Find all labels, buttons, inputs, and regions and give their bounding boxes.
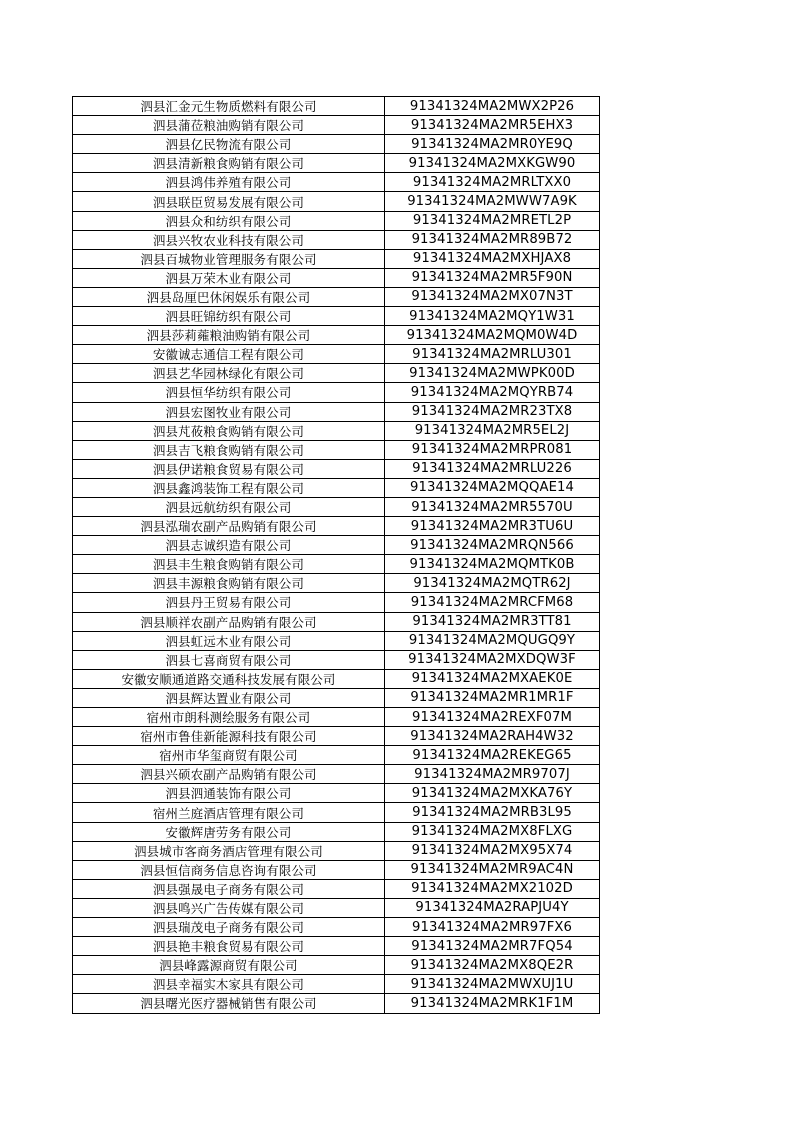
credit-code-cell: 91341324MA2MRK1F1M [385, 994, 600, 1013]
credit-code-cell: 91341324MA2MQY1W31 [385, 307, 600, 326]
company-name-cell: 泗县丰源粮食购销有限公司 [73, 574, 385, 593]
company-name-cell: 泗县万荣木业有限公司 [73, 268, 385, 287]
credit-code-cell: 91341324MA2MQYRB74 [385, 383, 600, 402]
table-row [73, 268, 600, 287]
company-name-cell: 泗县众和纺织有限公司 [73, 211, 385, 230]
table-row [73, 135, 600, 154]
company-name-cell: 泗县幸福实木家具有限公司 [73, 975, 385, 994]
table-row [73, 497, 600, 516]
credit-code-cell: 91341324MA2MRLU301 [385, 345, 600, 364]
table-row [73, 994, 600, 1013]
credit-code-cell: 91341324MA2MR9AC4N [385, 860, 600, 879]
company-name-cell: 泗县兴硕农副产品购销有限公司 [73, 765, 385, 784]
credit-code-cell: 91341324MA2MR9707J [385, 765, 600, 784]
credit-code-cell: 91341324MA2MR3TT81 [385, 612, 600, 631]
company-name-cell: 泗县虹远木业有限公司 [73, 631, 385, 650]
company-name-cell: 泗县瑞茂电子商务有限公司 [73, 918, 385, 937]
credit-code-cell: 91341324MA2MRLU226 [385, 459, 600, 478]
credit-code-cell: 91341324MA2MRB3L95 [385, 803, 600, 822]
table-row [73, 574, 600, 593]
credit-code-cell: 91341324MA2MRLTXX0 [385, 173, 600, 192]
credit-code-cell: 91341324MA2REXF07M [385, 708, 600, 727]
table-row [73, 784, 600, 803]
company-name-cell: 泗县鑫鸿装饰工程有限公司 [73, 478, 385, 497]
table-row [73, 898, 600, 917]
credit-code-cell: 91341324MA2RAH4W32 [385, 727, 600, 746]
credit-code-cell: 91341324MA2MQTR62J [385, 574, 600, 593]
table-row [73, 708, 600, 727]
credit-code-cell: 91341324MA2RAPJU4Y [385, 898, 600, 917]
credit-code-cell: 91341324MA2MR89B72 [385, 230, 600, 249]
table-row [73, 154, 600, 173]
table-row [73, 765, 600, 784]
table-row [73, 345, 600, 364]
credit-code-cell: 91341324MA2MR5F90N [385, 268, 600, 287]
credit-code-cell: 91341324MA2MX2102D [385, 879, 600, 898]
table-row [73, 669, 600, 688]
company-name-cell: 泗县亿民物流有限公司 [73, 135, 385, 154]
table-row [73, 555, 600, 574]
credit-code-cell: 91341324MA2REKEG65 [385, 746, 600, 765]
credit-code-cell: 91341324MA2MWPK00D [385, 364, 600, 383]
credit-code-cell: 91341324MA2MXKGW90 [385, 154, 600, 173]
table-row [73, 536, 600, 555]
table-row [73, 287, 600, 306]
credit-code-cell: 91341324MA2MQM0W4D [385, 326, 600, 345]
credit-code-cell: 91341324MA2MX07N3T [385, 287, 600, 306]
company-name-cell: 泗县宏图牧业有限公司 [73, 402, 385, 421]
credit-code-cell: 91341324MA2MX8QE2R [385, 956, 600, 975]
credit-code-cell: 91341324MA2MR1MR1F [385, 688, 600, 707]
credit-code-cell: 91341324MA2MRPR081 [385, 440, 600, 459]
company-name-cell: 泗县吉飞粮食购销有限公司 [73, 440, 385, 459]
table-row [73, 956, 600, 975]
company-name-cell: 安徽诚志通信工程有限公司 [73, 345, 385, 364]
table-row [73, 478, 600, 497]
table-row [73, 116, 600, 135]
company-name-cell: 宿州市鲁佳新能源科技有限公司 [73, 727, 385, 746]
company-name-cell: 泗县七喜商贸有限公司 [73, 650, 385, 669]
company-name-cell: 宿州兰庭酒店管理有限公司 [73, 803, 385, 822]
table-row [73, 918, 600, 937]
company-name-cell: 泗县恒信商务信息咨询有限公司 [73, 860, 385, 879]
credit-code-cell: 91341324MA2MR5EL2J [385, 421, 600, 440]
credit-code-cell: 91341324MA2MX8FLXG [385, 822, 600, 841]
company-name-cell: 泗县丰生粮食购销有限公司 [73, 555, 385, 574]
table-row [73, 803, 600, 822]
credit-code-cell: 91341324MA2MR23TX8 [385, 402, 600, 421]
table-row [73, 440, 600, 459]
table-row [73, 249, 600, 268]
credit-code-cell: 91341324MA2MQUGQ9Y [385, 631, 600, 650]
table-row [73, 326, 600, 345]
table-row [73, 612, 600, 631]
credit-code-cell: 91341324MA2MX95X74 [385, 841, 600, 860]
company-name-cell: 安徽安顺通道路交通科技发展有限公司 [73, 669, 385, 688]
table-row [73, 211, 600, 230]
company-name-cell: 泗县蒲莅粮油购销有限公司 [73, 116, 385, 135]
table-row [73, 650, 600, 669]
company-name-cell: 泗县兴牧农业科技有限公司 [73, 230, 385, 249]
company-name-cell: 安徽辉唐劳务有限公司 [73, 822, 385, 841]
company-name-cell: 泗县艳丰粮食贸易有限公司 [73, 937, 385, 956]
table-row [73, 173, 600, 192]
credit-code-cell: 91341324MA2MWX2P26 [385, 97, 600, 116]
company-name-cell: 泗县莎莉蕹粮油购销有限公司 [73, 326, 385, 345]
table-row [73, 97, 600, 116]
company-name-cell: 泗县鸣兴广告传媒有限公司 [73, 898, 385, 917]
credit-code-cell: 91341324MA2MXAEK0E [385, 669, 600, 688]
table-row [73, 593, 600, 612]
company-name-cell: 泗县城市客商务酒店管理有限公司 [73, 841, 385, 860]
table-row [73, 727, 600, 746]
registry-table-body [73, 97, 600, 1014]
table-row [73, 459, 600, 478]
table-row [73, 975, 600, 994]
company-name-cell: 泗县岛厘巴休闲娱乐有限公司 [73, 287, 385, 306]
company-name-cell: 泗县强晟电子商务有限公司 [73, 879, 385, 898]
company-name-cell: 泗县汇金元生物质燃料有限公司 [73, 97, 385, 116]
company-name-cell: 泗县鸿伟养殖有限公司 [73, 173, 385, 192]
table-row [73, 192, 600, 211]
credit-code-cell: 91341324MA2MXKA76Y [385, 784, 600, 803]
credit-code-cell: 91341324MA2MR7FQ54 [385, 937, 600, 956]
table-row [73, 688, 600, 707]
company-name-cell: 泗县百城物业管理服务有限公司 [73, 249, 385, 268]
company-name-cell: 泗县清新粮食购销有限公司 [73, 154, 385, 173]
company-name-cell: 泗县泗通装饰有限公司 [73, 784, 385, 803]
credit-code-cell: 91341324MA2MXHJAX8 [385, 249, 600, 268]
company-name-cell: 泗县丹王贸易有限公司 [73, 593, 385, 612]
company-name-cell: 宿州市朗科测绘服务有限公司 [73, 708, 385, 727]
table-row [73, 746, 600, 765]
company-name-cell: 泗县曙光医疗器械销售有限公司 [73, 994, 385, 1013]
company-name-cell: 泗县艺华园林绿化有限公司 [73, 364, 385, 383]
company-name-cell: 泗县旺锦纺织有限公司 [73, 307, 385, 326]
company-name-cell: 泗县恒华纺织有限公司 [73, 383, 385, 402]
table-row [73, 364, 600, 383]
table-row [73, 421, 600, 440]
credit-code-cell: 91341324MA2MWXUJ1U [385, 975, 600, 994]
table-row [73, 517, 600, 536]
credit-code-cell: 91341324MA2MQQAE14 [385, 478, 600, 497]
table-row [73, 307, 600, 326]
company-name-cell: 泗县远航纺织有限公司 [73, 497, 385, 516]
credit-code-cell: 91341324MA2MRETL2P [385, 211, 600, 230]
table-row [73, 230, 600, 249]
company-name-cell: 泗县辉达置业有限公司 [73, 688, 385, 707]
table-row [73, 383, 600, 402]
credit-code-cell: 91341324MA2MR3TU6U [385, 517, 600, 536]
company-name-cell: 宿州市华玺商贸有限公司 [73, 746, 385, 765]
credit-code-cell: 91341324MA2MRQN566 [385, 536, 600, 555]
credit-code-cell: 91341324MA2MXDQW3F [385, 650, 600, 669]
credit-code-cell: 91341324MA2MRCFM68 [385, 593, 600, 612]
company-name-cell: 泗县志诚织造有限公司 [73, 536, 385, 555]
company-registry-table [72, 96, 600, 1014]
table-row [73, 841, 600, 860]
table-row [73, 879, 600, 898]
credit-code-cell: 91341324MA2MR5570U [385, 497, 600, 516]
table-row [73, 402, 600, 421]
credit-code-cell: 91341324MA2MWW7A9K [385, 192, 600, 211]
table-row [73, 822, 600, 841]
credit-code-cell: 91341324MA2MR0YE9Q [385, 135, 600, 154]
credit-code-cell: 91341324MA2MR97FX6 [385, 918, 600, 937]
table-row [73, 937, 600, 956]
table-row [73, 631, 600, 650]
company-name-cell: 泗县伊诺粮食贸易有限公司 [73, 459, 385, 478]
company-name-cell: 泗县芃莜粮食购销有限公司 [73, 421, 385, 440]
company-name-cell: 泗县顺祥农副产品购销有限公司 [73, 612, 385, 631]
company-name-cell: 泗县联臣贸易发展有限公司 [73, 192, 385, 211]
company-name-cell: 泗县泓瑞农副产品购销有限公司 [73, 517, 385, 536]
company-name-cell: 泗县峰露源商贸有限公司 [73, 956, 385, 975]
table-row [73, 860, 600, 879]
credit-code-cell: 91341324MA2MR5EHX3 [385, 116, 600, 135]
credit-code-cell: 91341324MA2MQMTK0B [385, 555, 600, 574]
